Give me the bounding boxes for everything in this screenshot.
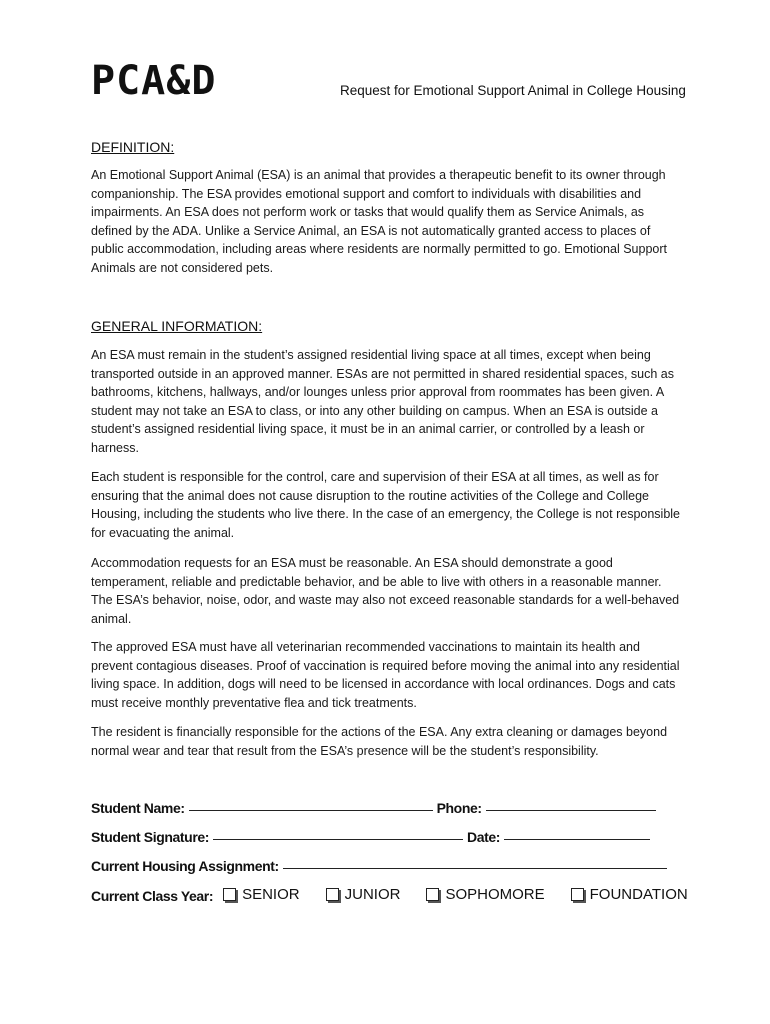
signature-row: [91, 829, 654, 845]
student-name-row: [91, 800, 660, 816]
class-option-junior[interactable]: [320, 886, 401, 903]
college-logo: PCA&D: [91, 58, 217, 104]
class-option-sophomore[interactable]: [420, 886, 544, 903]
class-option-senior[interactable]: [217, 886, 300, 903]
class-year-row: [91, 886, 708, 904]
junior-label: JUNIOR: [344, 886, 401, 903]
student-name-label: Student Name:: [91, 800, 185, 816]
signature-label: Student Signature:: [91, 829, 210, 845]
document-title: Request for Emotional Support Animal in College Housing: [340, 83, 686, 98]
housing-label: Current Housing Assignment:: [91, 858, 279, 874]
phone-label: Phone:: [436, 800, 482, 816]
general-paragraph-2: Each student is responsible for the control, care and supervision of their ESA at all times, as well as for ensuring that the animal does not cause disruption to the routine activities of the College and College Housing, including the students who live there. In the case of an emergency, the College is not responsible for evacuating the animal.: [91, 470, 681, 540]
general-information-heading: GENERAL INFORMATION:: [91, 318, 263, 334]
class-option-foundation[interactable]: [565, 886, 688, 903]
class-year-label: Current Class Year:: [91, 888, 214, 904]
senior-checkbox[interactable]: [223, 888, 236, 901]
definition-heading: DEFINITION:: [91, 139, 175, 155]
junior-checkbox[interactable]: [326, 888, 339, 901]
general-paragraph-4: The approved ESA must have all veterinarian recommended vaccinations to maintain its health and prevent contagious diseases. Proof of vaccination is required before moving the animal into any residential living space. In addition, dogs will need to be licensed in accordance with local ordinances. Dogs and cats must receive monthly preventative flea and tick treatments.: [91, 640, 680, 710]
definition-paragraph: An Emotional Support Animal (ESA) is an animal that provides a therapeutic benefit to its owner through companionship. The ESA provides emotional support and comfort to individuals with disabilities and impairments. An ESA does not perform work or tasks that would qualify them as Service Animals, as defined by the ADA. Unlike a Service Animal, an ESA is not automatically granted access to places of public accommodation, including areas where residents are normally permitted to go. Emotional Support Animals are not considered pets.: [91, 168, 667, 275]
senior-label: SENIOR: [242, 886, 300, 903]
general-paragraph-5: The resident is financially responsible for the actions of the ESA. Any extra cleaning or damages beyond normal wear and tear that result from the ESA’s presence will be the student’s responsibility.: [91, 725, 668, 758]
signature-field[interactable]: [213, 838, 463, 840]
housing-row: [91, 858, 671, 874]
sophomore-checkbox[interactable]: [426, 888, 439, 901]
phone-field[interactable]: [486, 809, 656, 811]
date-label: Date:: [467, 829, 501, 845]
housing-field[interactable]: [283, 867, 667, 869]
foundation-label: FOUNDATION: [589, 886, 688, 903]
general-paragraph-1: An ESA must remain in the student’s assigned residential living space at all times, except when being transported outside in an approved manner. ESAs are not permitted in shared residential spaces, such as bathrooms, kitchens, hallways, and/or lounges unless prior approval from roommates has been given. A student may not take an ESA to class, or into any other building on campus. When an ESA is outside a student’s assigned residential living space, it must be in an animal carrier, or controlled by a leash or harness.: [91, 348, 674, 455]
student-name-field[interactable]: [189, 809, 433, 811]
sophomore-label: SOPHOMORE: [445, 886, 545, 903]
date-field[interactable]: [504, 838, 650, 840]
foundation-checkbox[interactable]: [571, 888, 584, 901]
general-paragraph-3: Accommodation requests for an ESA must be reasonable. An ESA should demonstrate a good temperament, reliable and predictable behavior, and be able to live with others in a reasonable manner. The ESA’s behavior, noise, odor, and waste may also not exceed reasonable standards for a well-behaved animal.: [91, 556, 680, 626]
